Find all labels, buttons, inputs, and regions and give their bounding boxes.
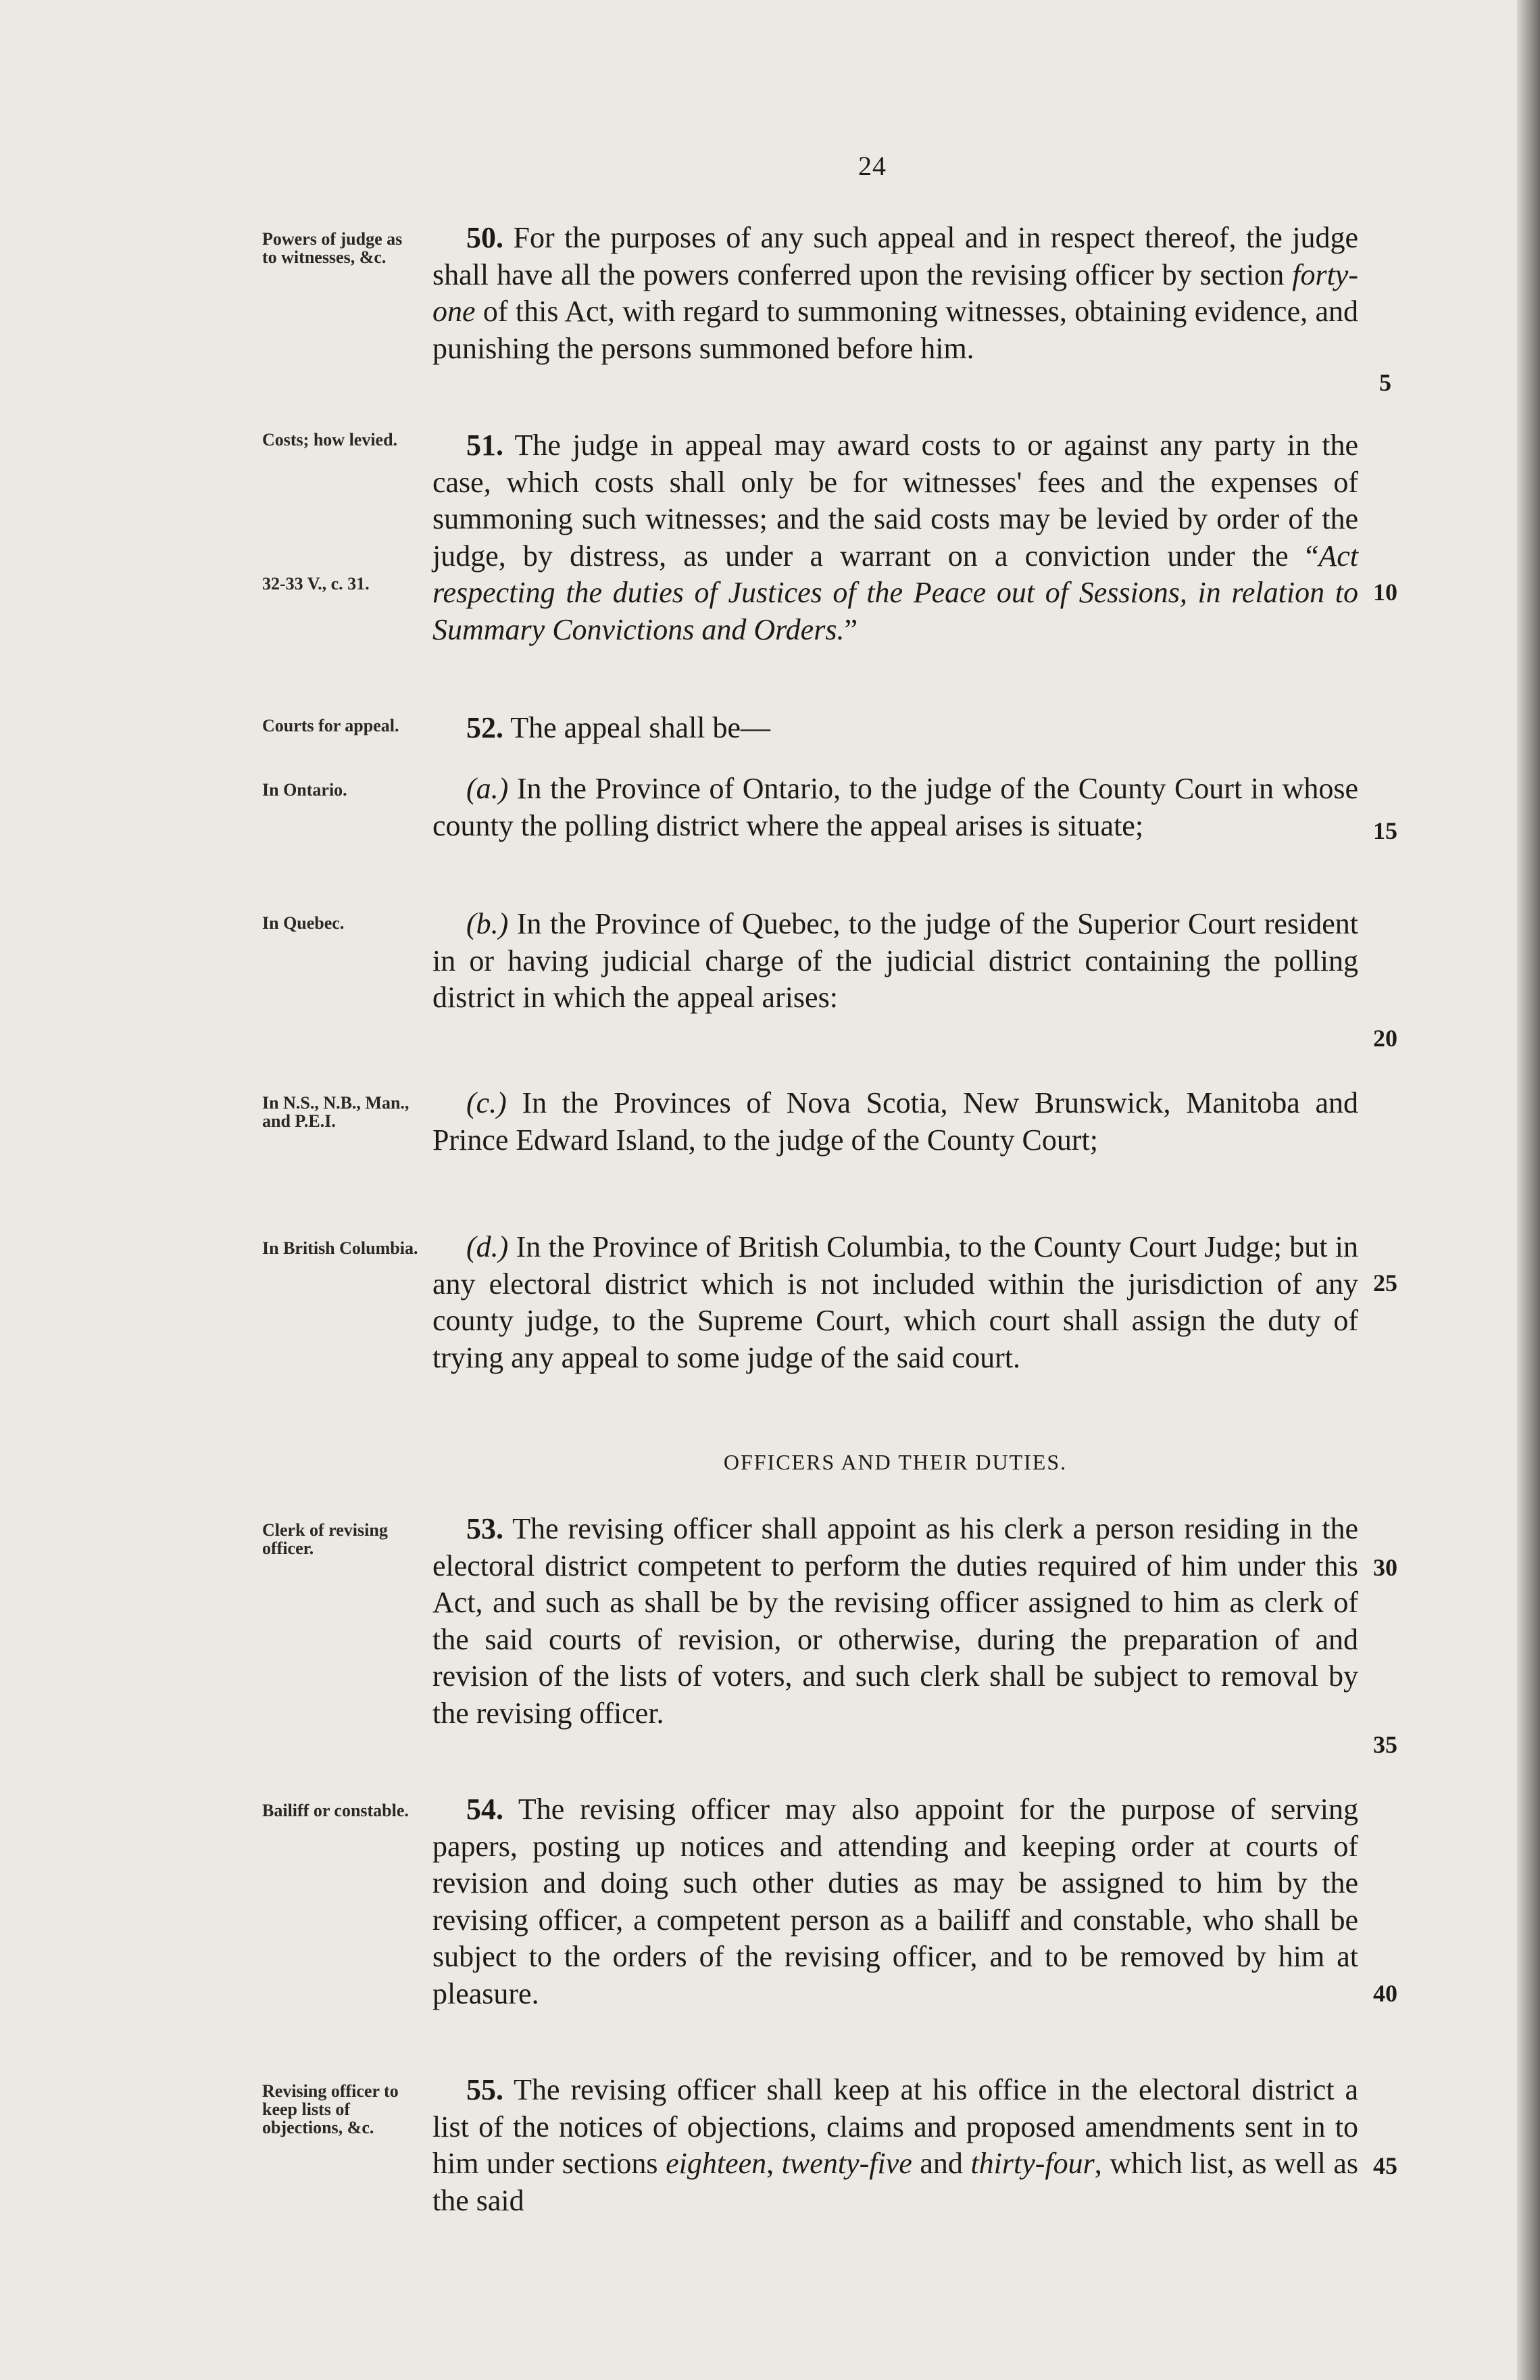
line-number: 20 [1373, 1025, 1397, 1052]
line-number: 45 [1373, 2152, 1397, 2179]
clause-a: (a.) In the Province of Ontario, to the judge of the County Court in whose county the polling district where the appeal arises is situate; [432, 772, 1358, 842]
line-number: 25 [1373, 1269, 1397, 1296]
section-52: 52. The appeal shall be— [466, 711, 771, 744]
section-number: 50. [466, 221, 503, 254]
clause-label: (b.) [466, 907, 509, 940]
section-number: 55. [466, 2073, 503, 2106]
margin-note-s50: Powers of judge as to witnesses, &c. [262, 229, 403, 267]
clause-label: (a.) [466, 772, 509, 805]
clause-label: (c.) [466, 1086, 507, 1119]
line-number: 5 [1379, 369, 1391, 396]
margin-note-s53: Clerk of revising officer. [262, 1520, 388, 1558]
margin-note-bc: In British Columbia. [262, 1238, 418, 1258]
clause-b: (b.) In the Province of Quebec, to the judge of the Superior Court resident in or having judicial charge of the judicial district containing the polling district in which the appeal arises: [432, 907, 1358, 1014]
margin-note-quebec: In Quebec. [262, 913, 345, 933]
section-number: 53. [466, 1512, 503, 1545]
section-number: 54. [466, 1793, 503, 1826]
margin-note-s51: Costs; how levied. [262, 430, 398, 450]
margin-note-s52: Courts for appeal. [262, 716, 399, 735]
margin-note-s54: Bailiff or constable. [262, 1801, 409, 1820]
section-55: 55. The revising officer shall keep at his office in the electoral district a list of the notices of objections, claims and proposed amendments sent in to him under sections eighteen, twenty-five and thirty-four, which list, as well as the said [432, 2073, 1359, 2217]
section-50: 50. For the purposes of any such appeal and in respect thereof, the judge shall have all the powers conferred upon the revising officer by section forty-one of this Act, with regard to summoning witnesses, obtaining evidence, and punishing the persons summoned before him. [432, 221, 1358, 365]
line-number: 15 [1373, 817, 1397, 844]
page-number: 24 [858, 151, 887, 181]
section-51: 51. The judge in appeal may award costs to or against any party in the case, which costs shall only be for witnesses' fees and the expenses of summoning such witnesses; and the said costs may be levied by order of the judge, by distress, as under a warrant on a conviction under the “Act respecting the duties of Justices of the Peace out of Sessions, in relation to Summary Convictions and Orders.” [432, 429, 1358, 646]
section-53: 53. The revising officer shall appoint as his clerk a person residing in the electoral district competent to perform the duties required of him under this Act, and such as shall be by the revising officer assigned to him as clerk of the said courts of revision, or otherwise, during the preparation of and revision of the lists of voters, and such clerk shall be subject to removal by the revising officer. [432, 1512, 1358, 1730]
margin-note-s55: Revising officer to keep lists of objections, &c. [262, 2081, 399, 2137]
clause-label: (d.) [466, 1230, 509, 1263]
line-number: 35 [1373, 1731, 1397, 1758]
line-number: 30 [1373, 1554, 1397, 1581]
margin-note-ns-nb: In N.S., N.B., Man., and P.E.I. [262, 1093, 409, 1131]
clause-d: (d.) In the Province of British Columbia, to the County Court Judge; but in any electoral district which is not included within the jurisdiction of any county judge, to the Supreme Court, which court shall assign the duty of trying any appeal to some judge of the said court. [432, 1230, 1358, 1374]
line-number: 10 [1373, 579, 1397, 606]
section-number: 52. [466, 711, 503, 744]
section-number: 51. [466, 429, 503, 462]
line-number: 40 [1373, 1980, 1397, 2007]
section-54: 54. The revising officer may also appoint for the purpose of serving papers, posting up notices and attending and keeping order at courts of revision and doing such other duties as may be assigned to him by the revising officer, a competent person as a bailiff and constable, who shall be subject to the orders of the revising officer, and to be removed by him at pleasure. [432, 1793, 1358, 2010]
clause-c: (c.) In the Provinces of Nova Scotia, New Brunswick, Manitoba and Prince Edward Island, to the judge of the County Court; [432, 1086, 1358, 1157]
margin-note-statute-ref: 32-33 V., c. 31. [262, 574, 370, 593]
section-heading: OFFICERS AND THEIR DUTIES. [723, 1450, 1068, 1474]
page-edge [1517, 0, 1540, 2380]
margin-note-ontario: In Ontario. [262, 780, 347, 800]
